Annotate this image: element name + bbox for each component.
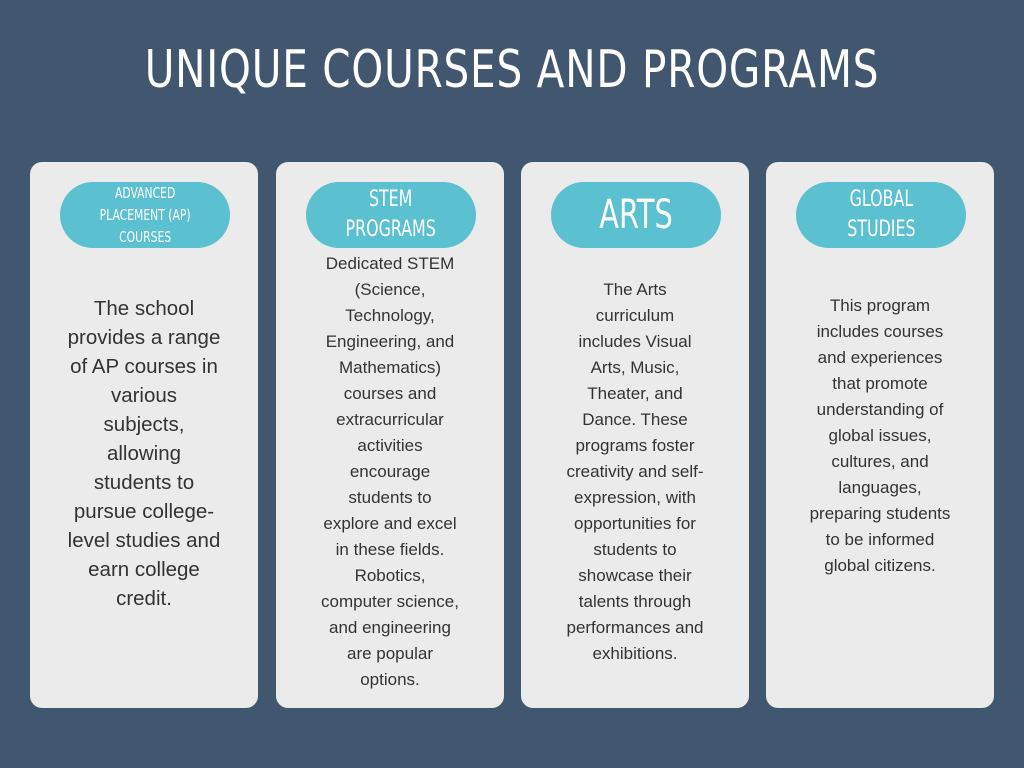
- card-heading-pill: [60, 182, 230, 248]
- card-description: This program includes courses and experiences that promote understanding of global issues, cultures, and languages, preparing students to be informed global citizens.: [809, 296, 951, 575]
- card-heading: GLOBAL STUDIES: [846, 187, 916, 242]
- card-heading: STEM PROGRAMS: [345, 187, 437, 242]
- card-heading-pill: [551, 182, 721, 248]
- card-heading: ADVANCED PLACEMENT (AP) COURSES: [99, 184, 191, 246]
- card-arts: [521, 162, 749, 708]
- page-title: UNIQUE COURSES AND PROGRAMS: [144, 40, 880, 100]
- card-stem-programs: [276, 162, 504, 708]
- card-ap-courses: [30, 162, 258, 708]
- card-heading-pill: [796, 182, 966, 248]
- card-heading: ARTS: [599, 192, 673, 238]
- card-description: Dedicated STEM (Science, Technology, Engineering, and Mathematics) courses and extracurricular activities encourage students to explore and excel in these fields. Robotics, computer science, and engineering are popular options.: [321, 254, 459, 689]
- card-heading-pill: [306, 182, 476, 248]
- card-description: The school provides a range of AP courses in various subjects, allowing students to pursue college- level studies and earn college credit.: [67, 297, 221, 610]
- card-description: The Arts curriculum includes Visual Arts, Music, Theater, and Dance. These programs foster creativity and self- expression, with opportunities for students to showcase their talents through performances and exhibitions.: [566, 280, 704, 663]
- card-global-studies: [766, 162, 994, 708]
